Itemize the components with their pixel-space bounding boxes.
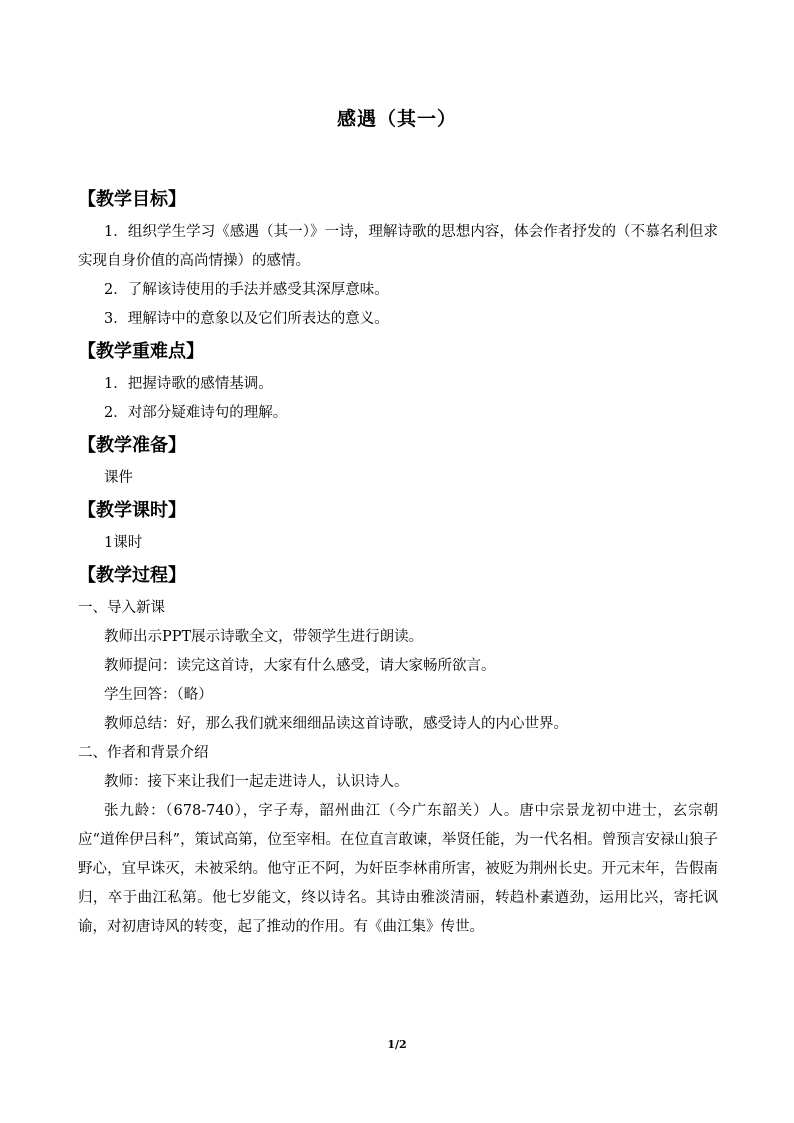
document-title: 感遇（其一） xyxy=(336,108,457,130)
goal-item: 1．组织学生学习《感遇（其一）》一诗，理解诗歌的思想内容，体会作者抒发的（不慕名利但求实现自身价值的高尚情操）的感情。 xyxy=(78,224,718,269)
goal-item: 2．了解该诗使用的手法并感受其深厚意味。 xyxy=(104,282,389,298)
process-paragraph: 教师总结：好，那么我们就来细细品读这首诗歌，感受诗人的内心世界。 xyxy=(104,716,568,732)
hours-text: 1课时 xyxy=(104,535,143,551)
goal-item: 3．理解诗中的意象以及它们所表达的意义。 xyxy=(104,311,389,327)
process-paragraph: 学生回答：（略） xyxy=(104,687,213,703)
difficulty-item: 2．对部分疑难诗句的理解。 xyxy=(104,405,288,421)
page-number: 1/2 xyxy=(387,1038,407,1051)
process-paragraph: 教师：接下来让我们一起走进诗人，认识诗人。 xyxy=(104,774,409,790)
difficulty-item: 1．把握诗歌的感情基调。 xyxy=(104,376,273,392)
section-heading-preparation: 【教学准备】 xyxy=(78,435,186,456)
section-heading-hours: 【教学课时】 xyxy=(78,500,186,521)
process-paragraph: 教师提问：读完这首诗，大家有什么感受，请大家畅所欲言。 xyxy=(104,658,496,674)
process-part-title: 一、导入新课 xyxy=(78,600,165,616)
author-bio-paragraph: 张九龄：（678-740），字子寿，韶州曲江（今广东韶关）人。唐中宗景龙初中进士，玄宗朝应“道侔伊吕科”，策试高第，位至宰相。在位直言敢谏，举贤任能，为一代名相。曾预言安禄山狼子野心，宜早诛灭，未被采纳。他守正不阿，为奸臣李林甫所害，被贬为荆州长史。开元末年，告假南归，卒于曲江私第。他七岁能文，终以诗名。其诗由雅淡清丽，转趋朴素遒劲，运用比兴，寄托讽谕，对初唐诗风的转变，起了推动的作用。有《曲江集》传世。 xyxy=(78,803,718,935)
document-body xyxy=(78,182,718,942)
process-paragraph: 教师出示PPT展示诗歌全文，带领学生进行朗读。 xyxy=(104,629,424,645)
section-heading-process: 【教学过程】 xyxy=(78,565,186,586)
section-heading-goals: 【教学目标】 xyxy=(78,189,186,210)
process-part-title: 二、作者和背景介绍 xyxy=(78,745,209,761)
preparation-text: 课件 xyxy=(104,470,133,486)
section-heading-difficulties: 【教学重难点】 xyxy=(78,341,204,362)
